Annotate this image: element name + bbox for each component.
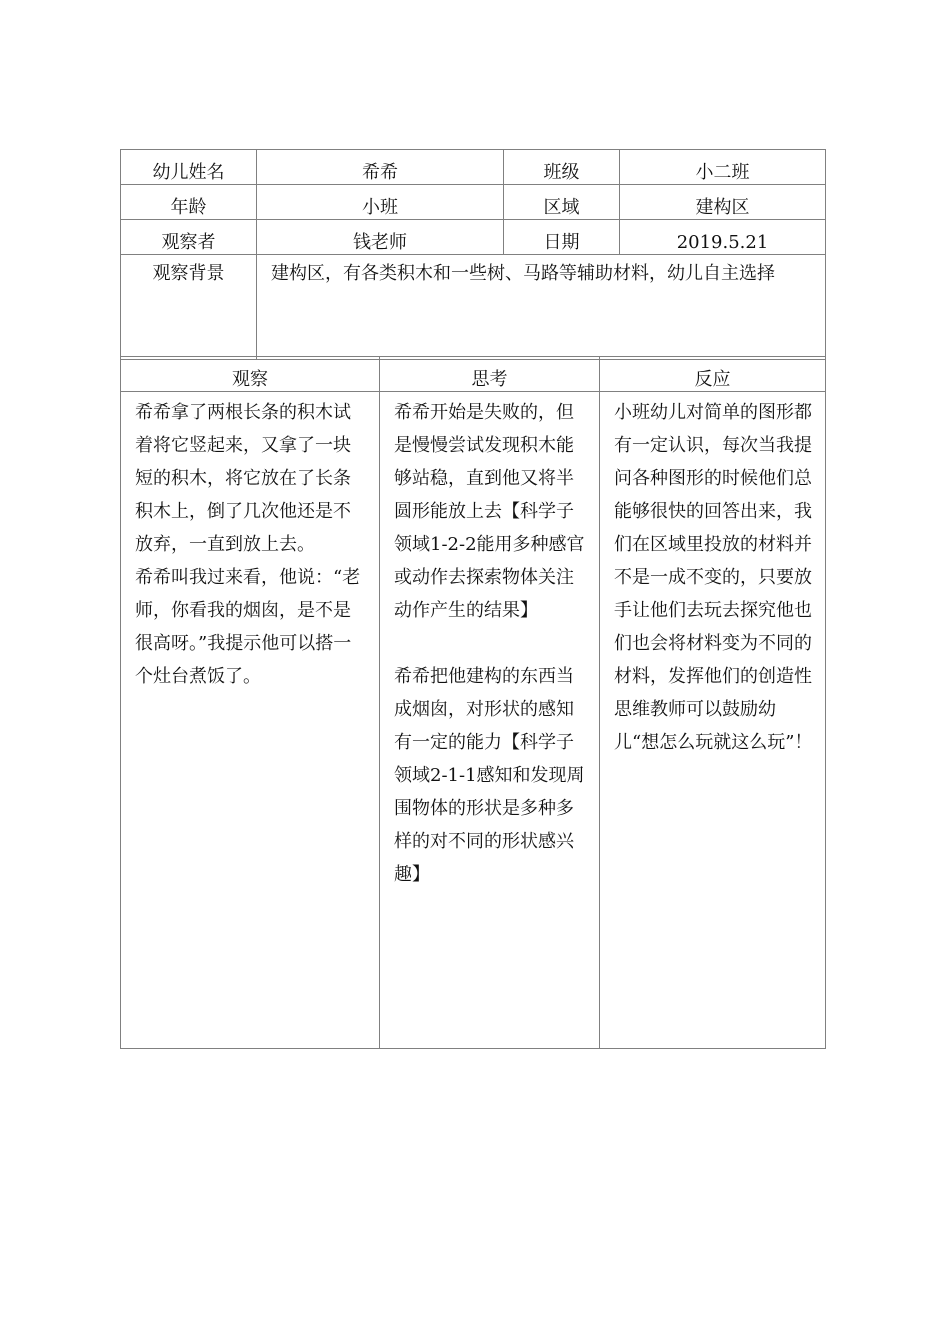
observer-value-cell: [257, 220, 504, 255]
think-paragraph-2: 希希把他建构的东西当成烟囱，对形状的感知有一定的能力【科学子领域2-1-1感知和发现周围物体的形状是多种多样的对不同的形状感兴趣】: [394, 666, 585, 885]
age-value: 小班: [362, 197, 398, 218]
name-label: 幼儿姓名: [152, 162, 225, 183]
name-value: 希希: [362, 162, 398, 183]
observe-paragraph-2: 希希叫我过来看，他说：“老师，你看我的烟囱，是不是很高呀。”我提示他可以搭一个灶台煮饭了。: [135, 567, 361, 687]
info-table: [120, 149, 826, 360]
observe-header: 观察: [121, 357, 380, 392]
observer-value: 钱老师: [353, 232, 407, 253]
class-label-cell: [504, 150, 620, 185]
table-row: [121, 220, 826, 255]
class-label: 班级: [543, 162, 580, 183]
class-value-cell: [620, 150, 826, 185]
respond-paragraph-1: 小班幼儿对简单的图形都有一定认识，每次当我提问各种图形的时候他们总能够很快的回答出来，我们在区域里投放的材料并不是一成不变的，只要放手让他们去玩去探究他也们也会将材料变为不同的材料，发挥他们的创造性思维教师可以鼓励幼儿“想怎么玩就这么玩”！: [614, 402, 813, 753]
record-table: [120, 356, 826, 1049]
date-value: 2019.5.21: [676, 232, 769, 253]
age-label: 年龄: [170, 197, 207, 218]
respond-text: [600, 392, 825, 759]
observe-paragraph-1: 希希拿了两根长条的积木试着将它竖起来，又拿了一块短的积木，将它放在了长条积木上，倒了几次他还是不放弃，一直到放上去。: [135, 402, 351, 555]
table-row: [121, 150, 826, 185]
observer-label: 观察者: [161, 232, 216, 253]
age-label-cell: [121, 185, 257, 220]
name-label-cell: [121, 150, 257, 185]
name-value-cell: [257, 150, 504, 185]
age-value-cell: [257, 185, 504, 220]
respond-cell: [600, 392, 826, 1049]
respond-header: 反应: [600, 357, 826, 392]
background-value: 建构区，有各类积木和一些树、马路等辅助材料，幼儿自主选择: [257, 255, 826, 360]
observe-cell: [121, 392, 380, 1049]
date-label-cell: [504, 220, 620, 255]
area-value-cell: [620, 185, 826, 220]
background-label: 观察背景: [121, 255, 257, 360]
observe-text: [121, 392, 379, 693]
think-paragraph-1: 希希开始是失败的，但是慢慢尝试发现积木能够站稳，直到他又将半圆形能放上去【科学子领域1-2-2能用多种感官或动作去探索物体关注动作产生的结果】: [394, 402, 585, 621]
class-value: 小二班: [695, 162, 750, 183]
table-header-row: [121, 357, 826, 392]
think-text: [380, 392, 599, 891]
observer-label-cell: [121, 220, 257, 255]
area-label: 区域: [543, 197, 580, 218]
date-label: 日期: [543, 232, 580, 253]
table-row: [121, 392, 826, 1049]
area-label-cell: [504, 185, 620, 220]
think-header: 思考: [380, 357, 600, 392]
table-row: [121, 185, 826, 220]
think-cell: [380, 392, 600, 1049]
area-value: 建构区: [695, 197, 750, 218]
date-value-cell: [620, 220, 826, 255]
table-row: [121, 255, 826, 360]
